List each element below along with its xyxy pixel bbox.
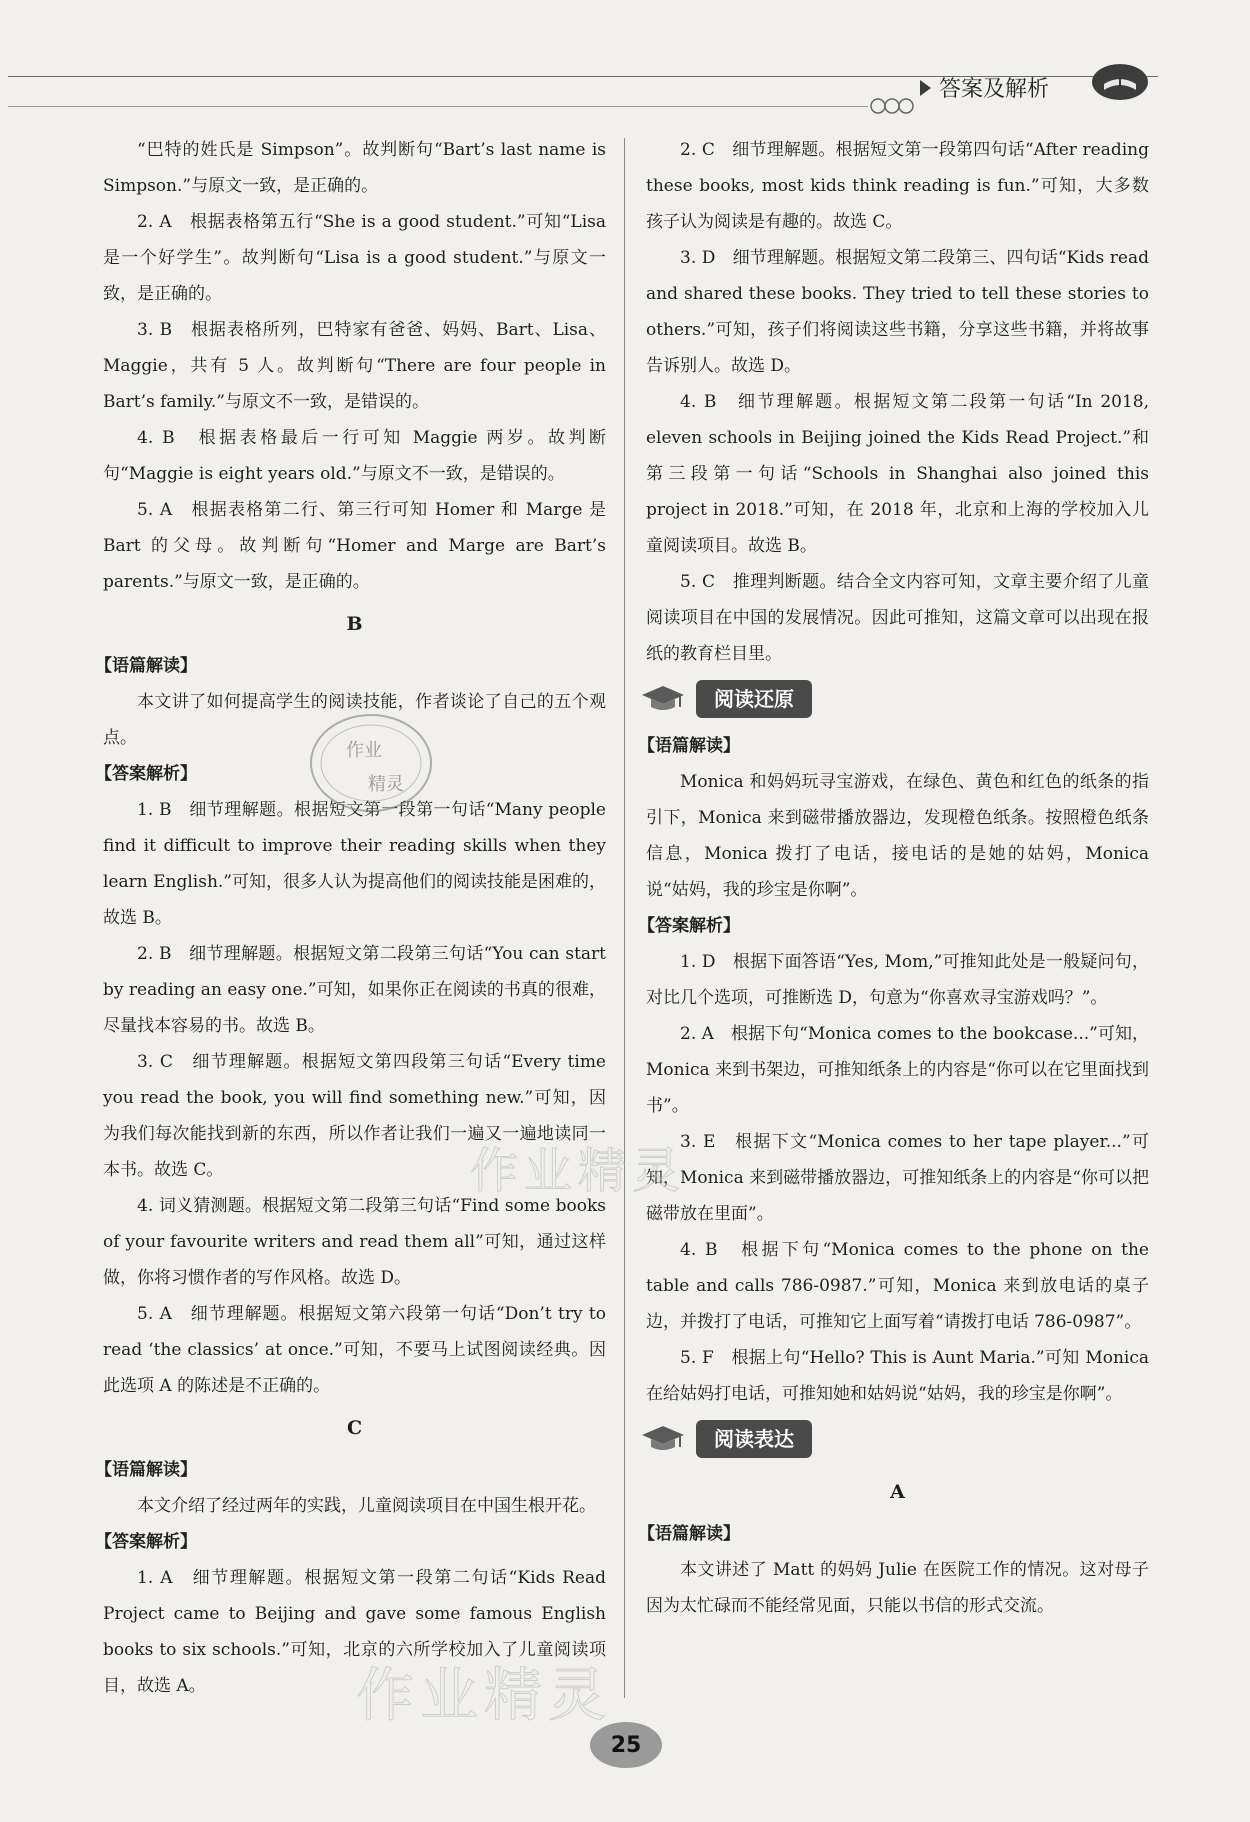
svg-text:精灵: 精灵 [368,774,404,795]
discourse-text: Monica 和妈妈玩寻宝游戏，在绿色、黄色和红色的纸条的指引下，Monica 来到磁带播放器边，发现橙色纸条。按照橙色纸条信息，Monica 拨打了电话，接电话的是她的姑妈，Monica 说“姑妈，我的珍宝是你啊”。 [646,772,1149,900]
answer-b1: 1. B 细节理解题。根据短文第一段第一句话“Many people find it difficult to improve their reading skills when they learn English.”可知，很多人认为提高他们的阅读技能是困难的，故选 B。 [103,800,606,928]
discourse-text: 本文介绍了经过两年的实践，儿童阅读项目在中国生根开花。 [137,1496,596,1516]
svg-text:作业: 作业 [346,740,382,761]
answer-label: 【答案解析】 [95,764,197,784]
discourse-text: 本文讲了如何提高学生的阅读技能，作者谈论了自己的五个观点。 [103,692,606,748]
answer-c5: 5. C 推理判断题。结合全文内容可知，文章主要介绍了儿童阅读项目在中国的发展情况。因此可推知，这篇文章可以出现在报纸的教育栏目里。 [646,572,1149,664]
header-rule-lower [8,106,868,107]
answer-a5: 5. A 根据表格第二行、第三行可知 Homer 和 Marge 是 Bart 的父母。故判断句“Homer and Marge are Bart’s parents.”与原文一致，是正确的。 [103,500,606,592]
answer-c1: 1. A 细节理解题。根据短文第一段第二句话“Kids Read Project came to Beijing and gave some famous English books to six schools.”可知，北京的六所学校加入了儿童阅读项目，故选 A。 [103,1568,606,1696]
answer-label: 【答案解析】 [95,1532,197,1552]
left-column [95,132,606,1704]
answer-a4: 4. B 根据表格最后一行可知 Maggie 两岁。故判断句“Maggie is eight years old.”与原文不一致，是错误的。 [103,428,606,484]
answer-c2: 2. C 细节理解题。根据短文第一段第四句话“After reading these books, most kids think reading is fun.”可知，大多数孩子认为阅读是有趣的。故选 C。 [646,140,1149,232]
section-banner-reading-restore [640,680,812,718]
graduation-cap-icon [640,683,686,715]
book-icon [1090,62,1150,102]
discourse-label: 【语篇解读】 [95,1460,197,1480]
answer-paragraph: “巴特的姓氏是 Simpson”。故判断句“Bart’s last name is Simpson.”与原文一致，是正确的。 [103,140,606,196]
page-number: 25 [590,1722,662,1768]
answer-c3: 3. D 细节理解题。根据短文第二段第三、四句话“Kids read and shared these books. They tried to tell these stories to others.”可知，孩子们将阅读这些书籍，分享这些书籍，并将故事告诉别人。故选 D。 [646,248,1149,376]
discourse-label: 【语篇解读】 [95,656,197,676]
answer-label: 【答案解析】 [638,916,740,936]
rings-icon [868,96,920,116]
column-divider [624,138,625,1698]
answer-c4: 4. B 细节理解题。根据短文第二段第一句话“In 2018, eleven schools in Beijing joined the Kids Read Project.”和第三段第一句话“Schools in Shanghai also joined this project in 2018.”可知，在 2018 年，北京和上海的学校加入儿童阅读项目。故选 B。 [646,392,1149,556]
triangle-icon [920,80,931,96]
header-title [920,72,1049,103]
section-heading-a: A [890,1481,905,1503]
banner-label: 阅读表达 [696,1420,812,1458]
answer-r1: 1. D 根据下面答语“Yes, Mom,”可推知此处是一般疑问句，对比几个选项，可推断选 D，句意为“你喜欢寻宝游戏吗？”。 [646,952,1149,1008]
right-column [638,132,1149,1624]
answer-r5: 5. F 根据上句“Hello? This is Aunt Maria.”可知 Monica 在给姑妈打电话，可推知她和姑妈说“姑妈，我的珍宝是你啊”。 [646,1348,1149,1404]
section-heading-b: B [346,613,363,635]
discourse-text: 本文讲述了 Matt 的妈妈 Julie 在医院工作的情况。这对母子因为太忙碌而不能经常见面，只能以书信的形式交流。 [646,1560,1149,1616]
discourse-label: 【语篇解读】 [638,1524,740,1544]
answer-r2: 2. A 根据下句“Monica comes to the bookcase...”可知，Monica 来到书架边，可推知纸条上的内容是“你可以在它里面找到书”。 [646,1024,1149,1116]
section-heading-c: C [346,1417,363,1439]
banner-label: 阅读还原 [696,680,812,718]
answer-r4: 4. B 根据下句“Monica comes to the phone on the table and calls 786-0987.”可知，Monica 来到放电话的桌子边，并拨打了电话，可推知它上面写着“请拨打电话 786-0987”。 [646,1240,1149,1332]
answer-b5: 5. A 细节理解题。根据短文第六段第一句话“Don’t try to read ‘the classics’ at once.”可知，不要马上试图阅读经典。因此选项 A 的陈述是不正确的。 [103,1304,606,1396]
watermark: 作业精灵 [470,1143,687,1199]
answer-b4: 4. 词义猜测题。根据短文第二段第三句话“Find some books of your favourite writers and read them all”可知，通过这样做，你将习惯作者的写作风格。故选 D。 [103,1196,606,1288]
answer-a3: 3. B 根据表格所列，巴特家有爸爸、妈妈、Bart、Lisa、Maggie，共有 5 人。故判断句“There are four people in Bart’s family.”与原文不一致，是错误的。 [103,320,606,412]
watermark: 作业精灵 [356,1661,613,1729]
discourse-label: 【语篇解读】 [638,736,740,756]
header-title-text: 答案及解析 [939,77,1050,102]
graduation-cap-icon [640,1423,686,1455]
answer-r3: 3. E 根据下文“Monica comes to her tape player...”可知，Monica 来到磁带播放器边，可推知纸条上的内容是“你可以把磁带放在里面”。 [646,1132,1149,1224]
section-banner-reading-expression [640,1420,812,1458]
stamp-logo [306,708,436,818]
answer-b3: 3. C 细节理解题。根据短文第四段第三句话“Every time you read the book, you will find something new.”可知，因为我们每次能找到新的东西，所以作者让我们一遍又一遍地读同一本书。故选 C。 [103,1052,606,1180]
answer-b2: 2. B 细节理解题。根据短文第二段第三句话“You can start by reading an easy one.”可知，如果你正在阅读的书真的很难，尽量找本容易的书。故选 B。 [103,944,606,1036]
answer-a2: 2. A 根据表格第五行“She is a good student.”可知“Lisa 是一个好学生”。故判断句“Lisa is a good student.”与原文一致，是正确的。 [103,212,606,304]
